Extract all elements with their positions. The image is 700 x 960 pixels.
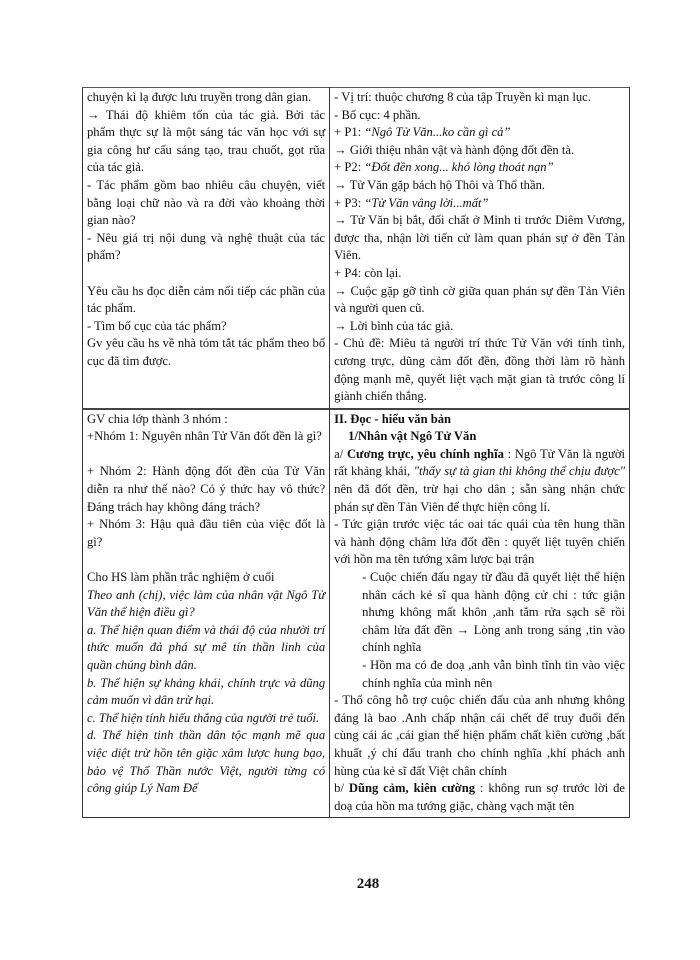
content-cell [330, 88, 630, 409]
analysis-text: - Cuộc chiến đấu ngay từ đầu đã quyết liệt thể hiện nhân cách kẻ sĩ qua hành động cử chỉ : tức giận nhưng không mất khôn ,anh tắm rửa sạch sẽ rồi châm lửa đất đền → Lòng anh trong sáng ,tin vào chính nghĩa [362, 570, 625, 655]
part-3 [334, 195, 625, 213]
group-2-task: + Nhóm 2: Hành động đốt đền của Tử Văn diễn ra như thế nào? Có ý thức hay vô thức? Đáng trách hay không đáng trách? [87, 464, 326, 514]
point-title: Cương trực, yêu chính nghĩa [346, 446, 504, 461]
theme-text: - Chủ đề: Miêu tả người trí thức Tử Văn với tính tình, cương trực, dũng cảm đốt đền, đồng thời làm rõ hành động mạnh mẽ, quyết liệt vạch mặt gian tà trước công lí giành chiến thắng. [334, 336, 625, 404]
quiz-option-b: b. Thể hiện sự khảng khái, chính trực và dũng cảm muốn vì dân trừ hại. [87, 675, 326, 708]
quiz-question: Theo anh (chị), việc làm của nhân vật Ngô Tử Văn thể hiện điều gì? [87, 587, 326, 620]
section-title: II. Đọc - hiểu văn bản [334, 411, 452, 426]
table-row [83, 409, 630, 818]
part-4: + P4: còn lại. [334, 265, 402, 280]
point-text: nên đã đốt đền, trừ hại cho dân ; sẵn sàng nhận chức phán sự đền Tản Viên để thực hiện công lí. [334, 482, 625, 514]
structure-text: - Bố cục: 4 phần. [334, 107, 421, 122]
text-line: - Tìm bố cục của tác phẩm? [87, 318, 227, 333]
part-desc: → Tử Văn bị bắt, đối chất ở Minh ti trước Diêm Vương, được tha, nhận lời tiến cử làm quan phán sự ở đền Tản Viên. [334, 213, 625, 263]
text-line: - Nêu giá trị nội dung và nghệ thuật của tác phẩm? [87, 230, 326, 263]
group-intro: GV chia lớp thành 3 nhóm : [87, 411, 228, 426]
text-line: - Tác phẩm gồm bao nhiêu câu chuyện, viết bằng loại chữ nào và ra đời vào khoảng thời gian nào? [87, 177, 326, 228]
part-desc: → Giới thiệu nhân vật và hành động đốt đền tà. [334, 142, 575, 157]
part-quote: “Ngô Tử Văn...ko cần gì cả” [364, 125, 511, 140]
part-desc: → Lời bình của tác giả. [334, 318, 454, 333]
page-number: 248 [356, 876, 380, 892]
subsection-title: 1/Nhân vật Ngô Tử Văn [348, 429, 477, 444]
part-1 [334, 124, 625, 142]
teacher-activity-cell [83, 409, 330, 818]
point-quote: "thấy sự tà gian thì không thể chịu được" [413, 464, 625, 479]
point-text: : không run sợ trước lời đe doạ của hồn ma tướng giặc, chàng vạch mặt tên [334, 781, 625, 813]
text-line: chuyện kì lạ được lưu truyền trong dân gian. [87, 90, 312, 104]
text-line: → Thái độ khiêm tốn của tác giả. Bởi tác phẩm thực sự là một sáng tác văn học với sự gia công hư cấu sáng tạo, trau chuốt, gọt rũa của tác giả. [87, 107, 326, 175]
point-label: a/ [334, 446, 347, 461]
part-desc: → Tử Văn gặp bách hộ Thôi và Thổ thần. [334, 177, 546, 192]
point-b [334, 780, 625, 815]
part-label: + P2: [334, 160, 365, 175]
part-quote: “Đốt đền xong... khó lòng thoát nạn” [364, 160, 554, 175]
teacher-activity-cell [83, 88, 330, 409]
table-row [83, 88, 630, 409]
spacer [87, 265, 325, 283]
content-cell [330, 409, 630, 818]
quiz-option-c: c. Thể hiện tính hiếu thắng của người trẻ tuổi. [87, 710, 320, 725]
group-1-task: +Nhóm 1: Nguyên nhân Tử Văn đốt đền là gì? [87, 429, 322, 444]
spacer [87, 551, 325, 569]
part-label: + P1: [334, 125, 365, 140]
analysis-text: - Tức giận trước việc tác oai tác quái của tên hung thần và hành động châm lửa đốt đền : quyết liệt tuyên chiến với hồn ma tên tướng xâm lược bại trận [334, 517, 625, 567]
lesson-plan-table [82, 87, 630, 818]
quiz-option-a: a. Thể hiện quan điểm và thái độ của nhười trí thức muốn đả phá sự mê tín thần linh của quần chúng bình dân. [87, 622, 326, 672]
analysis-text: - Hồn ma có đe doạ ,anh vẫn bình tĩnh tin vào việc chính nghĩa của mình nên [362, 658, 625, 690]
quiz-option-d: d. Thể hiện tinh thần dân tộc mạnh mẽ qua việc diệt trừ hồn tên giặc xâm lược hung bạo, bảo vệ Thổ Thần nước Việt, người từng có công giúp Lý Nam Đế [87, 728, 326, 796]
group-3-task: + Nhóm 3: Hậu quả đầu tiên của việc đốt là gì? [87, 517, 326, 549]
point-title: Dũng cảm, kiên cường [348, 781, 476, 796]
point-text: : Ngô Tử Văn là người rất khảng khái, [334, 446, 625, 479]
spacer [87, 446, 325, 464]
part-label: + P3: [334, 195, 365, 210]
point-label: b/ [334, 781, 349, 796]
point-a [334, 446, 625, 516]
text-line: Gv yêu cầu hs về nhà tóm tắt tác phẩm theo bố cục đã tìm được. [87, 336, 326, 368]
analysis-text: - Thổ công hỗ trợ cuộc chiến đấu của anh nhưng không đáng là bao .Anh chấp nhận cái chết để truy đuổi đến cùng cái ác ,cái gian thể hiện phẩm chất kiên cường ,bất khuất ,ý chí đấu tranh cho chính nghĩa ,khí phách anh hùng của kẻ sĩ đất Việt chân chính [334, 693, 625, 778]
position-text: - Vị trí: thuộc chương 8 của tập Truyền kì mạn lục. [334, 90, 591, 104]
part-2 [334, 159, 625, 177]
text-line: Yêu cầu hs đọc diễn cảm nối tiếp các phần của tác phẩm. [87, 283, 326, 316]
part-desc: → Cuộc gặp gỡ tình cờ giữa quan phán sự đền Tản Viên và người quen cũ. [334, 283, 625, 316]
part-quote: “Tử Văn vâng lời...mất” [364, 195, 489, 210]
quiz-intro: Cho HS làm phần trắc nghiệm ở cuối [87, 570, 275, 585]
